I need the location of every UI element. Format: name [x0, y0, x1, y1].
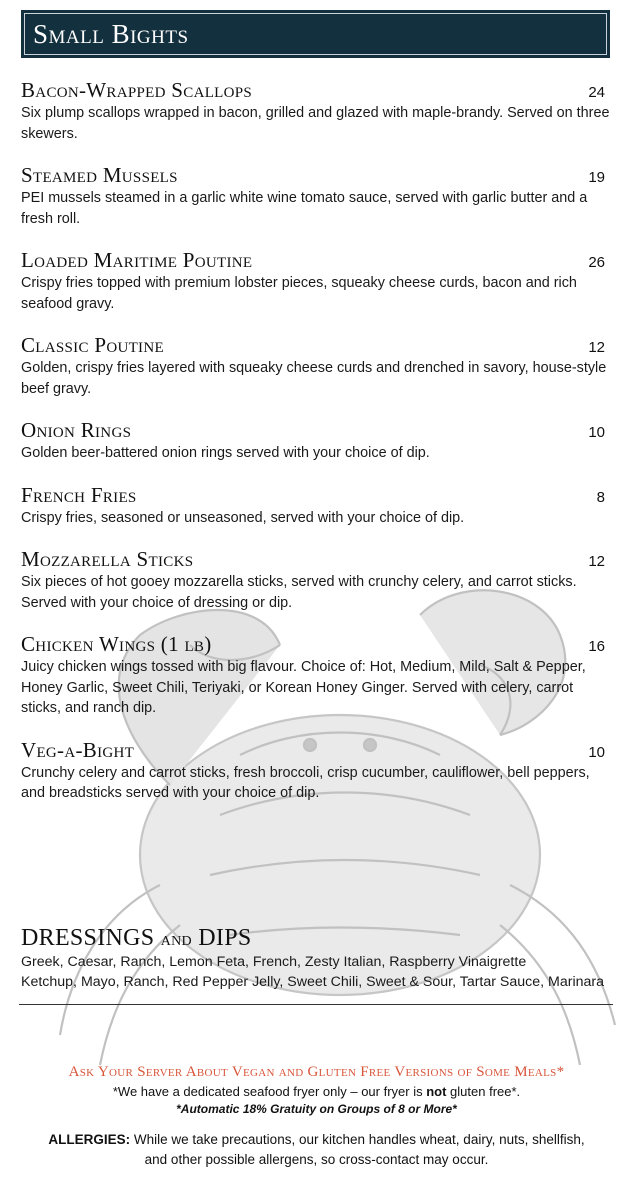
item-price: 26	[588, 254, 605, 271]
item-name: Onion Rings	[21, 418, 132, 442]
item-price: 24	[588, 84, 605, 101]
dressings-and-dips-section	[21, 925, 621, 992]
dressings-list: Greek, Caesar, Ranch, Lemon Feta, French, Zesty Italian, Raspberry Vinaigrette	[21, 954, 527, 970]
item-price: 12	[588, 339, 605, 356]
item-description: Golden, crispy fries layered with squeaky cheese curds and drenched in savory, house-style beef gravy.	[21, 360, 607, 397]
item-description: Crunchy celery and carrot sticks, fresh broccoli, crisp cucumber, cauliflower, bell peppers, and breadsticks served with your choice of dip.	[21, 764, 590, 801]
allergies-text: While we take precautions, our kitchen handles wheat, dairy, nuts, shellfish,	[130, 1132, 585, 1147]
item-name: Chicken Wings (1 lb)	[21, 632, 212, 656]
menu-item	[21, 632, 611, 719]
item-description: Six plump scallops wrapped in bacon, grilled and glazed with maple-brandy. Served on three skewers.	[21, 105, 610, 142]
fryer-note-start: *We have a dedicated seafood fryer only – our fryer is	[112, 1084, 427, 1099]
item-price: 8	[596, 488, 605, 506]
fryer-note-end: gluten free*.	[446, 1084, 521, 1099]
item-description: Juicy chicken wings tossed with big flavour. Choice of: Hot, Medium, Mild, Salt & Pepper, Honey Garlic, Sweet Chili, Teriyaki, or Korean Honey Ginger. Served with celery, carrot sticks, and ranch dip.	[21, 659, 586, 716]
item-price: 16	[588, 638, 605, 655]
allergies-label: ALLERGIES:	[48, 1132, 131, 1147]
dips-list: Ketchup, Mayo, Ranch, Red Pepper Jelly, Sweet Chili, Sweet & Sour, Tartar Sauce, Marinara	[21, 974, 605, 990]
item-name: Bacon-Wrapped Scallops	[21, 78, 253, 102]
item-description: Crispy fries, seasoned or unseasoned, served with your choice of dip.	[21, 509, 465, 526]
dips-title-part2: DIPS	[198, 925, 252, 951]
divider	[19, 1004, 613, 1005]
item-description: Six pieces of hot gooey mozzarella sticks, served with crunchy celery, and carrot sticks. Served with your choice of dressing or dip.	[21, 574, 577, 611]
menu-item	[21, 738, 611, 804]
menu-item	[21, 78, 611, 144]
dips-title	[21, 925, 621, 952]
fryer-note-emphasis: not	[426, 1084, 447, 1099]
menu-item	[21, 483, 611, 529]
item-price: 10	[588, 743, 605, 761]
fryer-note	[0, 1083, 633, 1101]
footer-notes	[0, 1064, 633, 1170]
item-name: Classic Poutine	[21, 333, 164, 357]
menu-item	[21, 547, 611, 613]
item-price: 10	[588, 424, 605, 441]
item-price: 12	[588, 553, 605, 570]
allergies-text-2: and other possible allergens, so cross-contact may occur.	[144, 1152, 489, 1167]
item-name: French Fries	[21, 482, 137, 507]
item-description: PEI mussels steamed in a garlic white wine tomato sauce, served with garlic butter and a fresh roll.	[21, 190, 588, 227]
section-title: Small Bights	[33, 19, 189, 49]
item-name: Loaded Maritime Poutine	[21, 248, 253, 272]
dips-title-part1: DRESSINGS	[21, 925, 155, 951]
item-description: Golden beer-battered onion rings served with your choice of dip.	[21, 445, 430, 461]
dips-title-and: and	[160, 928, 192, 950]
vegan-gluten-free-note: Ask Your Server About Vegan and Gluten Free Versions of Some Meals*	[68, 1064, 565, 1080]
item-name: Veg-a-Bight	[21, 737, 135, 762]
item-name: Steamed Mussels	[21, 163, 178, 187]
menu-items-list	[21, 78, 611, 823]
item-name: Mozzarella Sticks	[21, 547, 194, 571]
menu-item	[21, 248, 611, 314]
menu-item	[21, 418, 611, 464]
section-header	[21, 10, 610, 58]
menu-item	[21, 333, 611, 399]
item-price: 19	[588, 169, 605, 186]
allergies-note	[0, 1130, 633, 1170]
item-description: Crispy fries topped with premium lobster pieces, squeaky cheese curds, bacon and rich seafood gravy.	[21, 275, 577, 312]
menu-item	[21, 163, 611, 229]
gratuity-note: *Automatic 18% Gratuity on Groups of 8 or More*	[176, 1102, 457, 1116]
